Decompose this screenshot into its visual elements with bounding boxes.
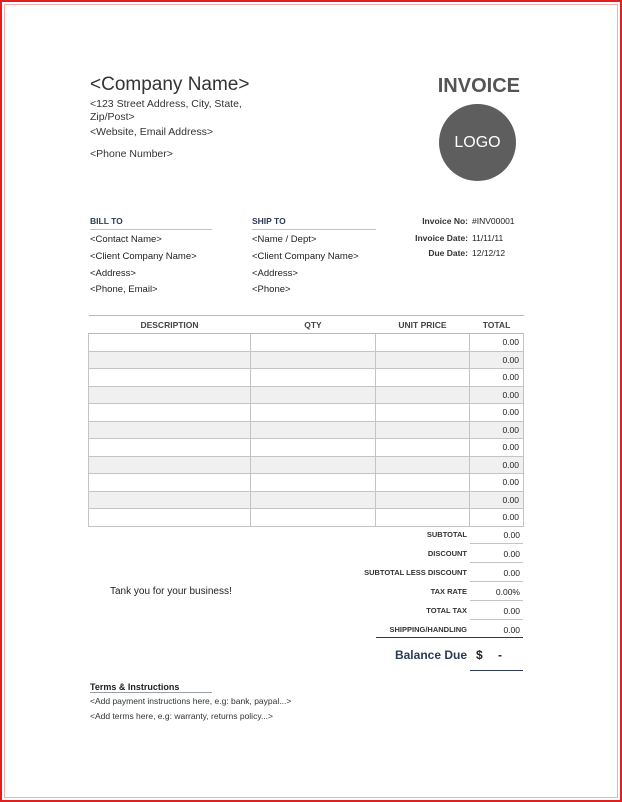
table-row: [89, 369, 524, 387]
bill-to-company: <Client Company Name>: [90, 251, 197, 262]
qty-cell[interactable]: [251, 439, 376, 457]
description-cell[interactable]: [89, 421, 251, 439]
bill-to-contact: <Contact Name>: [90, 234, 162, 245]
column-header-description: DESCRIPTION: [89, 316, 251, 334]
table-row: [89, 386, 524, 404]
description-cell[interactable]: [89, 509, 251, 527]
unit-price-cell[interactable]: [376, 386, 470, 404]
terms-payment-instructions: <Add payment instructions here, e.g: bank, paypal...>: [90, 696, 292, 706]
qty-cell[interactable]: [251, 491, 376, 509]
subtotal-divider: [470, 543, 523, 544]
logo: [439, 104, 516, 181]
qty-cell[interactable]: [251, 509, 376, 527]
unit-price-cell[interactable]: [376, 509, 470, 527]
balance-due-value: -: [498, 648, 502, 662]
total-cell: 0.00: [470, 491, 524, 509]
balance-due-underline: [470, 670, 523, 671]
invoice-number: #INV00001: [472, 216, 515, 226]
balance-due-currency: $: [476, 648, 483, 662]
discount-label: DISCOUNT: [427, 549, 467, 558]
total-cell: 0.00: [470, 456, 524, 474]
column-header-qty: QTY: [251, 316, 376, 334]
shipping-divider: [376, 637, 523, 638]
line-items-table: [88, 315, 524, 527]
qty-cell[interactable]: [251, 404, 376, 422]
company-phone: <Phone Number>: [90, 148, 173, 160]
total-tax-label: TOTAL TAX: [426, 606, 467, 615]
unit-price-cell[interactable]: [376, 456, 470, 474]
thank-you-note: Tank you for your business!: [110, 586, 232, 597]
balance-due-label: Balance Due: [394, 648, 467, 662]
description-cell[interactable]: [89, 456, 251, 474]
description-cell[interactable]: [89, 491, 251, 509]
ship-to-company: <Client Company Name>: [252, 251, 359, 262]
unit-price-cell[interactable]: [376, 334, 470, 352]
terms-divider: [90, 692, 212, 693]
total-cell: 0.00: [470, 369, 524, 387]
qty-cell[interactable]: [251, 421, 376, 439]
description-cell[interactable]: [89, 439, 251, 457]
ship-to-address: <Address>: [252, 268, 298, 279]
total-cell: 0.00: [470, 439, 524, 457]
tax-rate-divider: [470, 600, 523, 601]
subtotal-value: 0.00: [503, 530, 520, 540]
ship-to-heading: SHIP TO: [252, 216, 286, 226]
bill-to-phone-email: <Phone, Email>: [90, 284, 158, 295]
description-cell[interactable]: [89, 404, 251, 422]
company-web-email: <Website, Email Address>: [90, 126, 213, 138]
due-date: 12/12/12: [472, 248, 506, 258]
column-header-unit-price: UNIT PRICE: [376, 316, 470, 334]
table-row: [89, 421, 524, 439]
total-cell: 0.00: [470, 334, 524, 352]
description-cell[interactable]: [89, 334, 251, 352]
discount-value[interactable]: 0.00: [503, 549, 520, 559]
subtotal-label: SUBTOTAL: [426, 530, 467, 539]
table-row: [89, 509, 524, 527]
discount-divider: [470, 562, 523, 563]
unit-price-cell[interactable]: [376, 474, 470, 492]
description-cell[interactable]: [89, 474, 251, 492]
unit-price-cell[interactable]: [376, 421, 470, 439]
table-row: [89, 334, 524, 352]
total-tax-value: 0.00: [503, 606, 520, 616]
total-cell: 0.00: [470, 509, 524, 527]
qty-cell[interactable]: [251, 351, 376, 369]
subtotal-less-divider: [470, 581, 523, 582]
shipping-handling-label: SHIPPING/HANDLING: [389, 625, 467, 634]
column-header-total: TOTAL: [470, 316, 524, 334]
ship-to-divider: [252, 229, 376, 230]
table-header-row: [89, 316, 524, 334]
total-tax-divider: [470, 619, 523, 620]
logo-text: LOGO: [454, 133, 501, 151]
description-cell[interactable]: [89, 351, 251, 369]
company-address-line1: <123 Street Address, City, State,: [90, 98, 242, 110]
total-cell: 0.00: [470, 386, 524, 404]
company-address-line2: Zip/Post>: [90, 111, 135, 123]
unit-price-cell[interactable]: [376, 404, 470, 422]
bill-to-divider: [90, 229, 212, 230]
invoice-date-label: Invoice Date:: [415, 233, 468, 243]
table-row: [89, 404, 524, 422]
bill-to-heading: BILL TO: [90, 216, 123, 226]
unit-price-cell[interactable]: [376, 439, 470, 457]
due-date-label: Due Date:: [428, 248, 468, 258]
unit-price-cell[interactable]: [376, 369, 470, 387]
invoice-date: 11/11/11: [472, 233, 504, 243]
ship-to-name: <Name / Dept>: [252, 234, 317, 245]
qty-cell[interactable]: [251, 474, 376, 492]
invoice-number-label: Invoice No:: [422, 216, 468, 226]
total-cell: 0.00: [470, 351, 524, 369]
tax-rate-label: TAX RATE: [430, 587, 467, 596]
shipping-handling-value[interactable]: 0.00: [503, 625, 520, 635]
table-row: [89, 439, 524, 457]
qty-cell[interactable]: [251, 386, 376, 404]
terms-heading: Terms & Instructions: [90, 682, 180, 692]
table-row: [89, 351, 524, 369]
unit-price-cell[interactable]: [376, 351, 470, 369]
terms-policy: <Add terms here, e.g: warranty, returns policy...>: [90, 711, 273, 721]
description-cell[interactable]: [89, 369, 251, 387]
invoice-title: INVOICE: [437, 75, 520, 97]
ship-to-phone: <Phone>: [252, 284, 291, 295]
bill-to-address: <Address>: [90, 268, 136, 279]
subtotal-less-discount-label: SUBTOTAL LESS DISCOUNT: [364, 568, 467, 577]
qty-cell[interactable]: [251, 456, 376, 474]
total-cell: 0.00: [470, 421, 524, 439]
table-row: [89, 491, 524, 509]
company-name: <Company Name>: [90, 74, 250, 95]
total-cell: 0.00: [470, 404, 524, 422]
tax-rate-value[interactable]: 0.00%: [495, 587, 520, 597]
subtotal-less-discount-value: 0.00: [503, 568, 520, 578]
total-cell: 0.00: [470, 474, 524, 492]
qty-cell[interactable]: [251, 334, 376, 352]
table-row: [89, 474, 524, 492]
table-row: [89, 456, 524, 474]
unit-price-cell[interactable]: [376, 491, 470, 509]
qty-cell[interactable]: [251, 369, 376, 387]
description-cell[interactable]: [89, 386, 251, 404]
